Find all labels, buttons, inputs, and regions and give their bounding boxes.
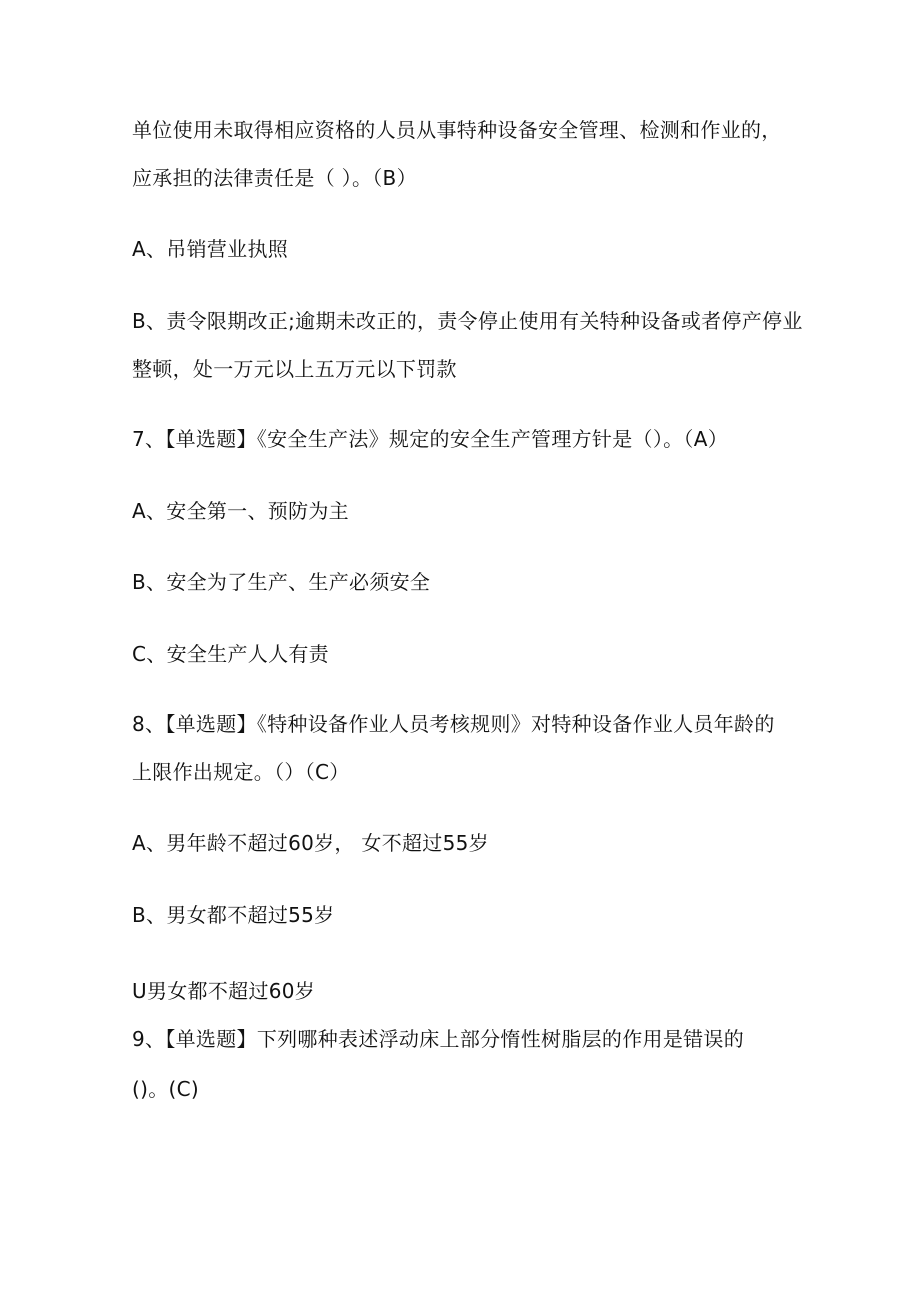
question-8-cont: 上限作出规定。（）（C） (132, 760, 350, 784)
question-8: 8、【单选题】《特种设备作业人员考核规则》对特种设备作业人员年龄的 (132, 712, 775, 736)
text-line-1: 单位使用未取得相应资格的人员从事特种设备安全管理、检测和作业的， (132, 118, 782, 142)
text-line-2: 应承担的法律责任是（ ）。（B） (132, 166, 417, 190)
q7-option-c: C、安全生产人人有责 (132, 642, 329, 666)
question-9: 9、【单选题】下列哪种表述浮动床上部分惰性树脂层的作用是错误的 (132, 1027, 745, 1051)
question-9-cont: ()。(C) (132, 1077, 199, 1101)
q7-option-b: B、安全为了生产、生产必须安全 (132, 570, 431, 594)
question-7: 7、【单选题】《安全生产法》规定的安全生产管理方针是（）。（A） (132, 427, 729, 451)
q7-option-a: A、安全第一、预防为主 (132, 499, 349, 523)
q8-option-c: U男女都不超过60岁 (132, 979, 316, 1003)
q8-option-a: A、男年龄不超过60岁， 女不超过55岁 (132, 831, 489, 855)
q8-option-b: B、男女都不超过55岁 (132, 903, 335, 927)
text-line-4: B、责令限期改正;逾期未改正的，责令停止使用有关特种设备或者停产停业 (132, 309, 803, 333)
text-line-3: A、吊销营业执照 (132, 237, 289, 261)
text-line-5: 整顿，处一万元以上五万元以下罚款 (132, 357, 457, 381)
